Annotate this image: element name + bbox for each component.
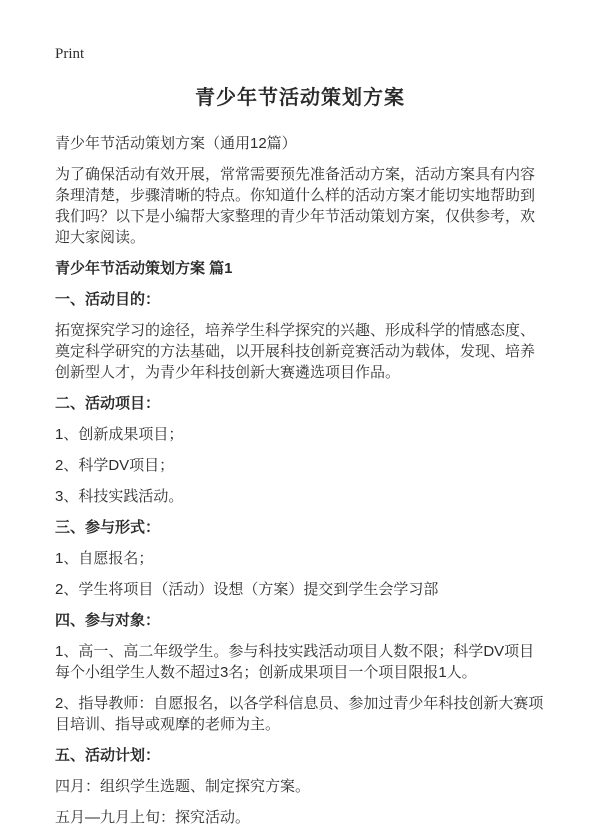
list-item: 1、高一、高二年级学生。参与科技实践活动项目人数不限；科学DV项目每个小组学生人数不超过3名；创新成果项目一个项目限报1人。 [55, 643, 535, 681]
doc-subtitle: 青少年节活动策划方案（通用12篇） [55, 135, 297, 152]
article-heading: 青少年节活动策划方案 篇1 [55, 260, 233, 277]
list-item: 1、创新成果项目； [55, 426, 184, 443]
page-title: 青少年节活动策划方案 [195, 87, 405, 109]
section-heading-plan: 五、活动计划： [55, 747, 161, 764]
paragraph-purpose: 拓宽探究学习的途径，培养学生科学探究的兴趣、形成科学的情感态度、奠定科学研究的方法基础，以开展科技创新竞赛活动为载体，发现、培养创新型人才，为青少年科技创新大赛遴选项目作品。 [55, 322, 536, 381]
section-heading-purpose: 一、活动目的： [55, 291, 161, 308]
list-item: 五月—九月上旬：探究活动。 [55, 809, 251, 826]
list-item: 3、科技实践活动。 [55, 488, 184, 505]
list-item: 2、指导教师：自愿报名，以各学科信息员、参加过青少年科技创新大赛项目培训、指导或观摩的老师为主。 [55, 695, 544, 733]
print-link[interactable]: Print [55, 46, 85, 62]
list-item: 四月：组织学生选题、制定探究方案。 [55, 778, 311, 795]
list-item: 2、学生将项目（活动）设想（方案）提交到学生会学习部 [55, 581, 439, 598]
list-item: 2、科学DV项目； [55, 457, 175, 474]
intro-paragraph: 为了确保活动有效开展，常常需要预先准备活动方案，活动方案具有内容条理清楚，步骤清晰的特点。你知道什么样的活动方案才能切实地帮助到我们吗？以下是小编帮大家整理的青少年节活动策划方案，仅供参考，欢迎大家阅读。 [55, 166, 536, 246]
section-heading-projects: 二、活动项目： [55, 395, 161, 412]
list-item: 1、自愿报名； [55, 550, 154, 567]
section-heading-participants: 四、参与对象： [55, 612, 161, 629]
section-heading-participation-form: 三、参与形式： [55, 519, 161, 536]
